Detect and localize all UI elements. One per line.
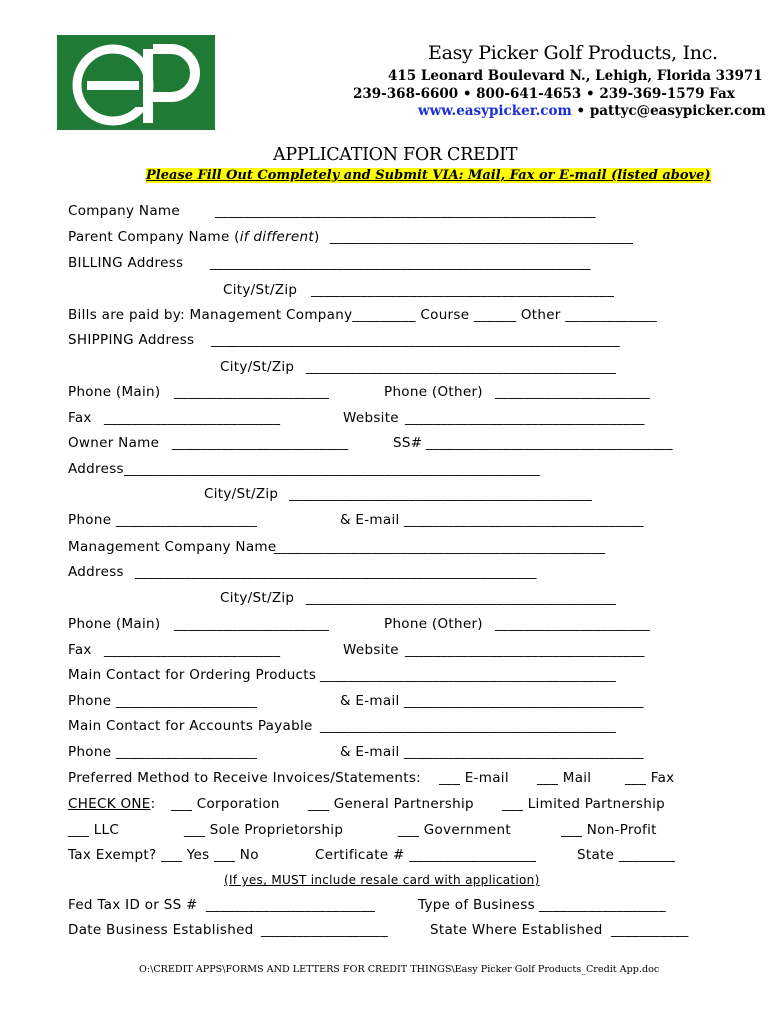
phone-main-label: Phone (Main) bbox=[68, 384, 161, 400]
owner-phone-line[interactable]: ____________________ bbox=[116, 512, 257, 528]
shipping-address-line[interactable]: __________________________________________________________ bbox=[211, 332, 620, 348]
bills-paid-row[interactable]: Bills are paid by: Management Company_________ Course ______ Other _____________ bbox=[68, 307, 657, 323]
website-link[interactable]: www.easypicker.com bbox=[418, 103, 572, 119]
pref-fax-option[interactable]: ___ Fax bbox=[625, 770, 675, 786]
billing-city-line[interactable]: ___________________________________________ bbox=[311, 282, 615, 298]
parent-company-line[interactable]: ___________________________________________ bbox=[330, 229, 634, 245]
company-phones: 239-368-6600 • 800-641-4653 • 239-369-1579 Fax bbox=[353, 86, 735, 102]
mgmt-company-label: Management Company Name bbox=[68, 539, 277, 555]
preferred-method-label: Preferred Method to Receive Invoices/Statements: bbox=[68, 770, 422, 786]
shipping-city-line[interactable]: ____________________________________________ bbox=[306, 359, 617, 375]
owner-address-line[interactable]: ___________________________________________________________ bbox=[124, 461, 540, 477]
owner-city-label: City/St/Zip bbox=[204, 486, 279, 502]
owner-phone-label: Phone bbox=[68, 512, 112, 528]
shipping-city-label: City/St/Zip bbox=[220, 359, 295, 375]
mgmt-company-line[interactable]: _______________________________________________ bbox=[274, 539, 606, 555]
general-partnership-option[interactable]: ___ General Partnership bbox=[308, 796, 474, 812]
company-logo bbox=[57, 35, 215, 130]
phone-main-line[interactable]: ______________________ bbox=[174, 384, 330, 400]
contact-separator: • bbox=[571, 103, 590, 119]
mgmt-fax-label: Fax bbox=[68, 642, 92, 658]
mgmt-city-label: City/St/Zip bbox=[220, 590, 295, 606]
footer-path: O:\CREDIT APPS\FORMS AND LETTERS FOR CREDIT THINGS\Easy Picker Golf Products_Credit App.doc bbox=[139, 964, 660, 975]
email-text: pattyc@easypicker.com bbox=[589, 103, 766, 119]
ordering-email-label: & E-mail bbox=[340, 693, 400, 709]
phone-other-label: Phone (Other) bbox=[384, 384, 483, 400]
fed-tax-line[interactable]: ________________________ bbox=[206, 897, 376, 913]
payable-email-line[interactable]: __________________________________ bbox=[404, 744, 644, 760]
ordering-phone-label: Phone bbox=[68, 693, 112, 709]
company-address: 415 Leonard Boulevard N., Lehigh, Florida 33971 bbox=[388, 68, 763, 84]
billing-address-label: BILLING Address bbox=[68, 255, 184, 271]
pref-email-option[interactable]: ___ E-mail bbox=[439, 770, 509, 786]
ordering-contact-line[interactable]: __________________________________________ bbox=[320, 667, 617, 683]
owner-email-label: & E-mail bbox=[340, 512, 400, 528]
ss-line[interactable]: ___________________________________ bbox=[426, 435, 673, 451]
owner-name-label: Owner Name bbox=[68, 435, 160, 451]
website-line[interactable]: __________________________________ bbox=[405, 410, 645, 426]
pref-mail-option[interactable]: ___ Mail bbox=[537, 770, 592, 786]
tax-exempt-row[interactable]: Tax Exempt? ___ Yes ___ No bbox=[68, 847, 259, 863]
check-one-label: CHECK ONE: bbox=[68, 796, 156, 812]
instructions-text: Please Fill Out Completely and Submit VIA: Mail, Fax or E-mail (listed above) bbox=[146, 168, 711, 183]
payable-contact-line[interactable]: __________________________________________ bbox=[320, 718, 617, 734]
limited-partnership-option[interactable]: ___ Limited Partnership bbox=[502, 796, 666, 812]
payable-phone-label: Phone bbox=[68, 744, 112, 760]
company-name: Easy Picker Golf Products, Inc. bbox=[428, 42, 718, 64]
ordering-contact-label: Main Contact for Ordering Products bbox=[68, 667, 317, 683]
ordering-email-line[interactable]: __________________________________ bbox=[404, 693, 644, 709]
corporation-option[interactable]: ___ Corporation bbox=[171, 796, 280, 812]
mgmt-website-line[interactable]: __________________________________ bbox=[405, 642, 645, 658]
ep-logo-icon bbox=[57, 35, 215, 130]
mgmt-address-line[interactable]: _________________________________________________________ bbox=[135, 564, 537, 580]
mgmt-phone-main-label: Phone (Main) bbox=[68, 616, 161, 632]
type-of-business-label: Type of Business bbox=[418, 897, 535, 913]
government-option[interactable]: ___ Government bbox=[398, 822, 511, 838]
payable-contact-label: Main Contact for Accounts Payable bbox=[68, 718, 313, 734]
fed-tax-label: Fed Tax ID or SS # bbox=[68, 897, 198, 913]
owner-address-label: Address bbox=[68, 461, 124, 477]
mgmt-address-label: Address bbox=[68, 564, 124, 580]
llc-option[interactable]: ___ LLC bbox=[68, 822, 120, 838]
shipping-address-label: SHIPPING Address bbox=[68, 332, 195, 348]
company-name-line[interactable]: ______________________________________________________ bbox=[215, 203, 596, 219]
owner-name-line[interactable]: _________________________ bbox=[172, 435, 349, 451]
ss-label: SS# bbox=[393, 435, 423, 451]
state-field[interactable]: State ________ bbox=[577, 847, 676, 863]
fax-label: Fax bbox=[68, 410, 92, 426]
website-label: Website bbox=[343, 410, 399, 426]
billing-city-label: City/St/Zip bbox=[223, 282, 298, 298]
state-established-label: State Where Established bbox=[430, 922, 603, 938]
billing-address-line[interactable]: ______________________________________________________ bbox=[210, 255, 591, 271]
type-of-business-line[interactable]: __________________ bbox=[539, 897, 666, 913]
state-established-line[interactable]: ___________ bbox=[611, 922, 689, 938]
instructions bbox=[146, 168, 711, 183]
payable-phone-line[interactable]: ____________________ bbox=[116, 744, 257, 760]
page-title: APPLICATION FOR CREDIT bbox=[273, 145, 518, 165]
mgmt-city-line[interactable]: ____________________________________________ bbox=[306, 590, 617, 606]
ordering-phone-line[interactable]: ____________________ bbox=[116, 693, 257, 709]
mgmt-website-label: Website bbox=[343, 642, 399, 658]
mgmt-phone-other-label: Phone (Other) bbox=[384, 616, 483, 632]
contact-line bbox=[418, 103, 766, 119]
company-name-label: Company Name bbox=[68, 203, 180, 219]
mgmt-fax-line[interactable]: _________________________ bbox=[104, 642, 281, 658]
owner-city-line[interactable]: ___________________________________________ bbox=[289, 486, 593, 502]
non-profit-option[interactable]: ___ Non-Profit bbox=[561, 822, 657, 838]
phone-other-line[interactable]: ______________________ bbox=[495, 384, 651, 400]
owner-email-line[interactable]: __________________________________ bbox=[404, 512, 644, 528]
date-established-line[interactable]: __________________ bbox=[261, 922, 388, 938]
date-established-label: Date Business Established bbox=[68, 922, 254, 938]
parent-company-label: Parent Company Name (if different) bbox=[68, 229, 320, 245]
sole-prop-option[interactable]: ___ Sole Proprietorship bbox=[184, 822, 344, 838]
mgmt-phone-other-line[interactable]: ______________________ bbox=[495, 616, 651, 632]
payable-email-label: & E-mail bbox=[340, 744, 400, 760]
fax-line[interactable]: _________________________ bbox=[104, 410, 281, 426]
resale-note: (If yes, MUST include resale card with application) bbox=[224, 873, 540, 887]
mgmt-phone-main-line[interactable]: ______________________ bbox=[174, 616, 330, 632]
certificate-field[interactable]: Certificate # __________________ bbox=[315, 847, 537, 863]
